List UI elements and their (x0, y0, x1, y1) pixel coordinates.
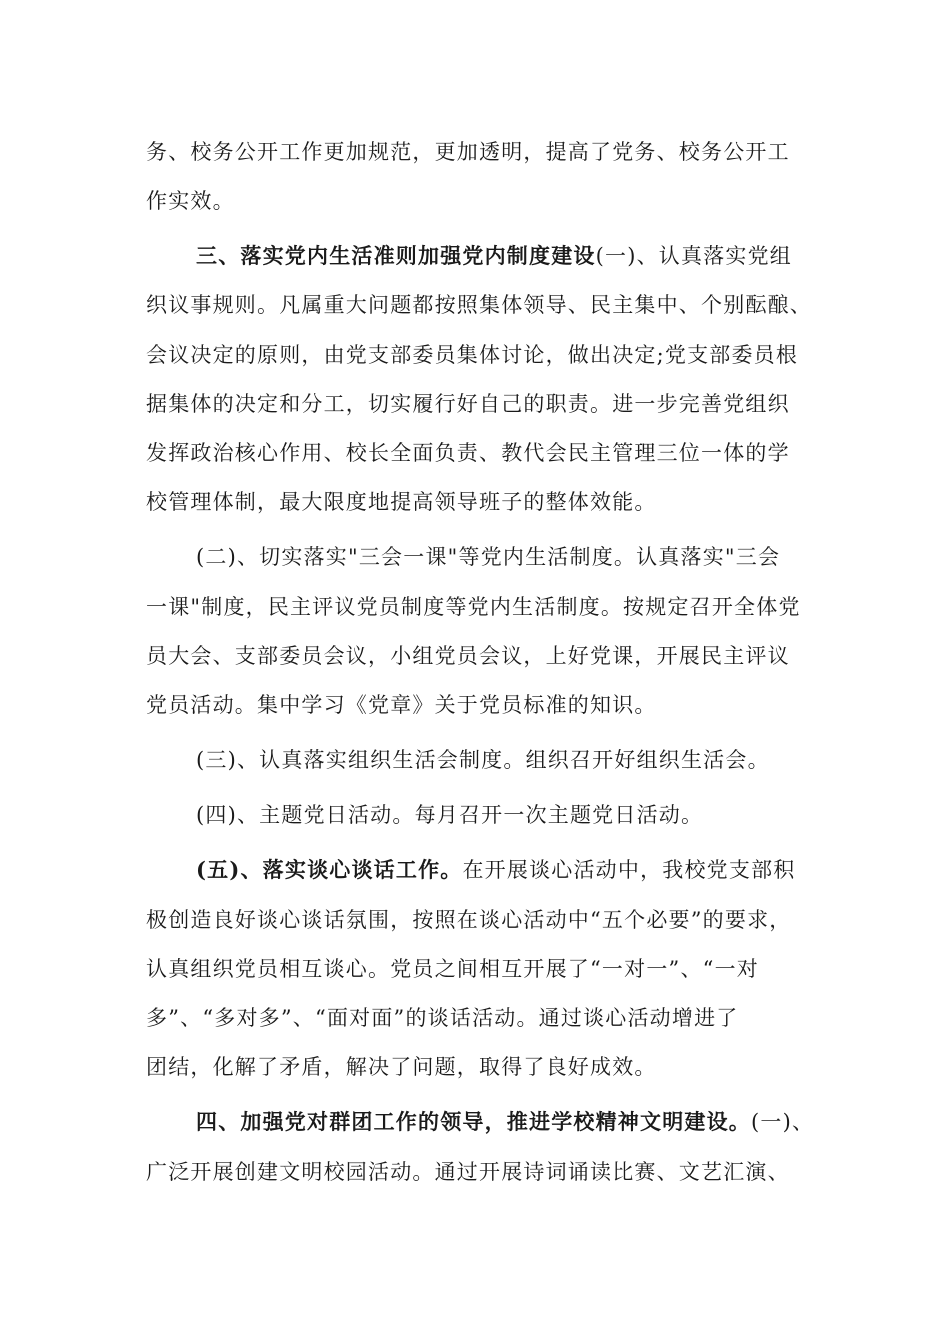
line-text: 据集体的决定和分工，切实履行好自己的职责。进一步完善党组织 (146, 392, 790, 416)
text-line (146, 389, 846, 419)
line-text: 极创造良好谈心谈话氛围，按照在谈心活动中“五个必要”的要求， (146, 908, 792, 932)
text-line (146, 905, 846, 935)
line-text: (一)、认真落实党组 (595, 244, 792, 268)
line-text: (一)、 (751, 1110, 815, 1134)
section-heading: (五)、落实谈心谈话工作。 (196, 857, 463, 882)
line-text: 多”、“多对多”、“面对面”的谈话活动。通过谈心活动增进了 (146, 1006, 739, 1030)
line-text: 织议事规则。凡属重大问题都按照集体领导、民主集中、个别酝酿、 (146, 293, 812, 317)
line-text: 会议决定的原则，由党支部委员集体讨论，做出决定;党支部委员根 (146, 343, 799, 367)
section-heading-line (196, 241, 846, 271)
text-line (146, 487, 846, 517)
section-heading: 三、落实党内生活准则加强党内制度建设 (196, 243, 596, 268)
line-text: 校管理体制，最大限度地提高领导班子的整体效能。 (146, 490, 657, 514)
line-text: 员大会、支部委员会议，小组党员会议，上好党课，开展民主评议 (146, 644, 790, 668)
text-line (146, 690, 846, 720)
line-text: 在开展谈心活动中，我校党支部积 (462, 858, 796, 882)
text-line (146, 290, 846, 320)
line-text: (三)、认真落实组织生活会制度。组织召开好组织生活会。 (196, 748, 770, 772)
text-line (146, 641, 846, 671)
text-line (146, 137, 846, 167)
text-line (146, 438, 846, 468)
line-text: (二)、切实落实"三会一课"等党内生活制度。认真落实"三会 (196, 545, 781, 569)
text-line (146, 1157, 846, 1187)
text-line (196, 542, 846, 572)
line-text: 党员活动。集中学习《党章》关于党员标准的知识。 (146, 693, 657, 717)
section-heading: 四、加强党对群团工作的领导，推进学校精神文明建设。 (196, 1109, 751, 1134)
text-line (146, 954, 846, 984)
line-text: 作实效。 (146, 189, 235, 213)
text-line (196, 745, 846, 775)
line-text: 发挥政治核心作用、校长全面负责、教代会民主管理三位一体的学 (146, 441, 790, 465)
text-line (146, 1052, 846, 1082)
text-line (196, 800, 846, 830)
text-line (146, 340, 846, 370)
line-text: 团结，化解了矛盾，解决了问题，取得了良好成效。 (146, 1055, 657, 1079)
text-line (146, 592, 846, 622)
line-text: 广泛开展创建文明校园活动。通过开展诗词诵读比赛、文艺汇演、 (146, 1160, 790, 1184)
text-line (146, 186, 846, 216)
line-text: 一课"制度，民主评议党员制度等党内生活制度。按规定召开全体党 (146, 595, 801, 619)
line-text: 务、校务公开工作更加规范，更加透明，提高了党务、校务公开工 (146, 140, 790, 164)
section-heading-line (196, 855, 846, 885)
line-text: 认真组织党员相互谈心。党员之间相互开展了“一对一”、“一对 (146, 957, 760, 981)
line-text: (四)、主题党日活动。每月召开一次主题党日活动。 (196, 803, 704, 827)
text-line (146, 1003, 846, 1033)
section-heading-line (196, 1107, 846, 1137)
